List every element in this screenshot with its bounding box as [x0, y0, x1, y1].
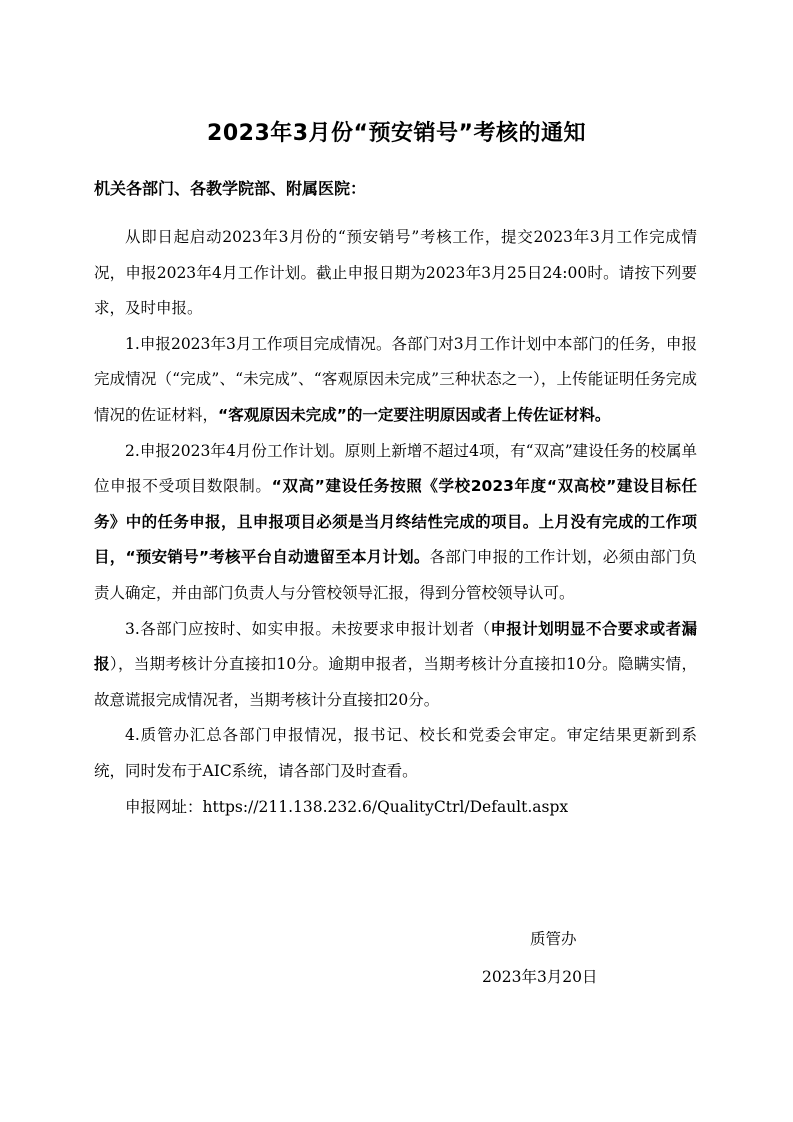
document-body [94, 220, 697, 825]
item-2-paragraph [94, 434, 697, 612]
item-3-paragraph [94, 612, 697, 719]
submission-url-line: 申报网址：https://211.138.232.6/QualityCtrl/Default.aspx [125, 797, 569, 816]
item-2-bold-text: “双高”建设任务按照《学校2023年度“双高校”建设目标任务》中的任务申报，且申报项目必须是当月终结性完成的项目。上月没有完成的工作项目，“预安销号”考核平台自动遗留至本月计划。 [94, 477, 697, 567]
item-2-text-2: 各部门申报的工作计划，必须由部门负责人确定，并由部门负责人与分管校领导汇报，得到分管校领导认可。 [94, 548, 697, 602]
item-4-paragraph: 4.质管办汇总各部门申报情况，报书记、校长和党委会审定。审定结果更新到系统，同时发布于AIC系统，请各部门及时查看。 [94, 726, 697, 780]
salutation: 机关各部门、各教学院部、附属医院： [94, 179, 367, 198]
item-2-text-1: 2.申报2023年4月份工作计划。原则上新增不超过4项，有“双高”建设任务的校属单位申报不受项目数限制。 [94, 441, 697, 496]
item-1-text: 1.申报2023年3月工作项目完成情况。各部门对3月工作计划中本部门的任务，申报完成情况（“完成”、“未完成”、“客观原因未完成”三种状态之一），上传能证明任务完成情况的佐证材料， [94, 334, 697, 424]
item-3-text-2: ），当期考核计分直接扣10分。逾期申报者，当期考核计分直接扣10分。隐瞒实情，故意谎报完成情况者，当期考核计分直接扣20分。 [94, 655, 697, 709]
issuer-signature: 质管办 [530, 930, 577, 948]
item-3-text-1: 3.各部门应按时、如实申报。未按要求申报计划者（ [125, 619, 491, 638]
intro-paragraph: 从即日起启动2023年3月份的“预安销号”考核工作，提交2023年3月工作完成情况，申报2023年4月工作计划。截止申报日期为2023年3月25日24:00时。请按下列要求，及时申报。 [94, 228, 697, 318]
issue-date: 2023年3月20日 [482, 968, 598, 986]
document-title: 2023年3月份“预安销号”考核的通知 [207, 121, 586, 146]
item-1-bold-text: “客观原因未完成”的一定要注明原因或者上传佐证材料。 [218, 405, 611, 424]
item-3-bold-text: 申报计划明显不合要求或者漏报 [94, 619, 697, 674]
item-1-paragraph [94, 327, 697, 434]
